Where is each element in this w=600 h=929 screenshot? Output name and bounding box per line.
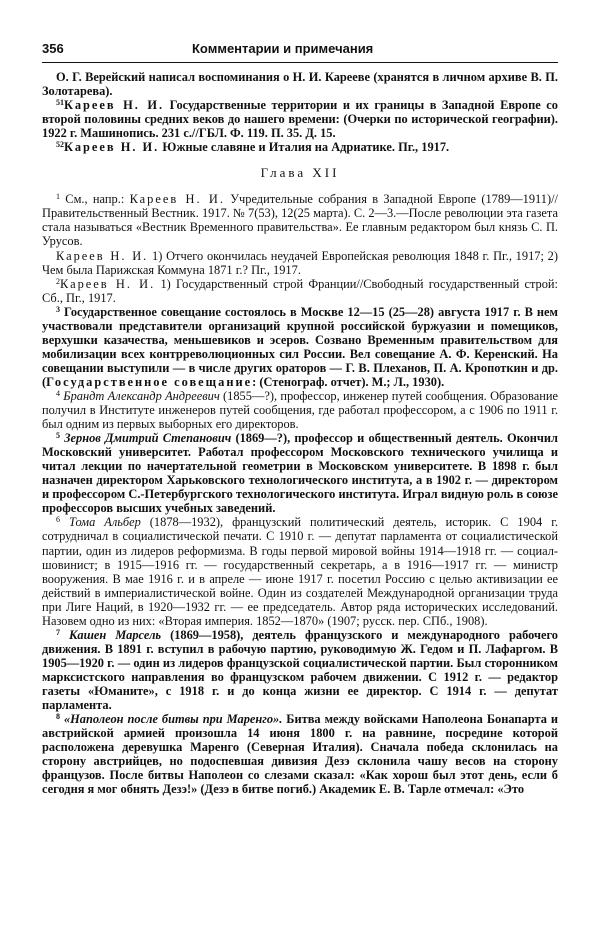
note-1-continued: Кареев Н. И. 1) Отчего окончилась неудачей Европейская революция 1848 г. Пг., 1917; 2) Чем была Парижская Коммуна 1871 г.? Пг., 1917.	[42, 248, 558, 277]
note-5: $^5$ Зернов Дмитрий Степанович (1869—?), профессор и общественный деятель. Окончил Московский университет. Работал профессором Московского технического училища и читал лекции по начертательной геометрии в Московском университете. В 1898 г. был назначен директором Харьковского технологического института, а в 1902 г. — директором и профессором С.-Петербургского технологического института. Играл видную роль в союзе профессоров высших учебных заведений.	[42, 431, 558, 516]
chapter-title: Глава XII	[260, 165, 340, 181]
note-7: $^7$ Кашен Марсель (1869—1958), деятель французского и международного рабочего движения. В 1891 г. вступил в рабочую партию, руководимую Ж. Гедом и П. Лафаргом. В 1905—1920 г. — один из лидеров французской социалистической партии. Был сторонником марксистского направления во французском рабочем движении. С 1912 г. — редактор газеты «Юманите», с 1918 г. и до конца жизни ее директор. С 1914 г. — депутат парламента.	[42, 627, 558, 713]
page-header	[42, 40, 558, 63]
running-head: Комментарии и примечания	[192, 41, 374, 56]
note-3: $^3$ Государственное совещание состоялось в Москве 12—15 (25—28) августа 1917 г. В нем участвовали представители организаций крупной российской буржуазии и помещиков, верхушки казачества, меньшевиков и эсеров. Созвано Временным правительством для мобилизации всех контрреволюционных сил России. Вел совещание А. Ф. Керенский. На совещании выступили — в числе других ораторов — Г. В. Плеханов, П. А. Кропоткин и др. (Государственное совещание: (Стенограф. отчет). М.; Л., 1930).	[42, 304, 558, 389]
note-continuation: О. Г. Верейский написал воспоминания о Н. И. Карееве (хранятся в личном архиве В. П. Золотарева).	[42, 70, 558, 99]
page-number: 356	[42, 41, 64, 56]
note-52: $^{52}$Кареев Н. И. Южные славяне и Италия на Адриатике. Пг., 1917.	[56, 140, 450, 155]
page-body	[42, 70, 558, 796]
note-1: $^1$ См., напр.: Кареев Н. И. Учредительные собрания в Западной Европе (1789—1911)//Правительственный Вестник. 1917. № 7(53), 12(25 марта). С. 2—3.—После революции эта газета стала называться «Вестник Временного правительства». Ее главным редактором был князь С. П. Урусов.	[42, 192, 558, 249]
note-51: $^{51}$Кареев Н. И. Государственные территории и их границы в Западной Европе со второй половины средних веков до нашего времени: (Очерки по исторической географии). 1922 г. Машинопись. 231 с.//ГБЛ. Ф. 119. П. 35. Д. 15.	[42, 98, 558, 141]
note-8: $^8$ «Наполеон после битвы при Маренго». Битва между войсками Наполеона Бонапарта и австрийской армией произошла 14 июня 1800 г. на равнине, посредине которой расположена деревушка Маренго (Северная Италия). Сначала победа склонилась на сторону австрийцев, но подоспевшая дивизия Дезэ склонила чашу весов на сторону французов. После битвы Наполеон со слезами сказал: «Как хорош был этот день, если б сегодня я мог обнять Дезэ!» (Дезэ в битве погиб.) Академик Е. В. Тарле отмечал: «Это	[42, 712, 558, 797]
note-4: $^4$ Брандт Александр Андреевич (1855—?), профессор, инженер путей сообщения. Образование получил в Институте инженеров путей сообщения, где работал профессором, а с 1906 по 1911 г. был одним из первых выборных его директоров.	[42, 388, 558, 432]
note-2: $^2$Кареев Н. И. 1) Государственный строй Франции//Свободный государственный строй: Сб., Пг., 1917.	[42, 276, 558, 305]
note-6: $^6$ Тома Альбер (1878—1932), французский политический деятель, историк. С 1904 г. сотрудничал в социалистической печати. С 1910 г. — депутат парламента от социалистической партии, один из лидеров реформизма. В годы первой мировой войны 1914—1918 гг. — социал-шовинист; в 1915—1916 гг. — государственный секретарь, а в 1916—1917 гг. — министр вооружения. В мае 1916 г. и в апреле — июне 1917 г. посетил Россию с целью активизации ее действий в империалистической войне. Один из создателей Международной организации труда при Лиге Наций, в 1920—1932 гг. — ее председатель. Автор ряда исторических исследований. Назовем одно из них: «Вторая империя. 1852—1870» (1907; русск. пер. СПб., 1908).	[42, 515, 558, 628]
